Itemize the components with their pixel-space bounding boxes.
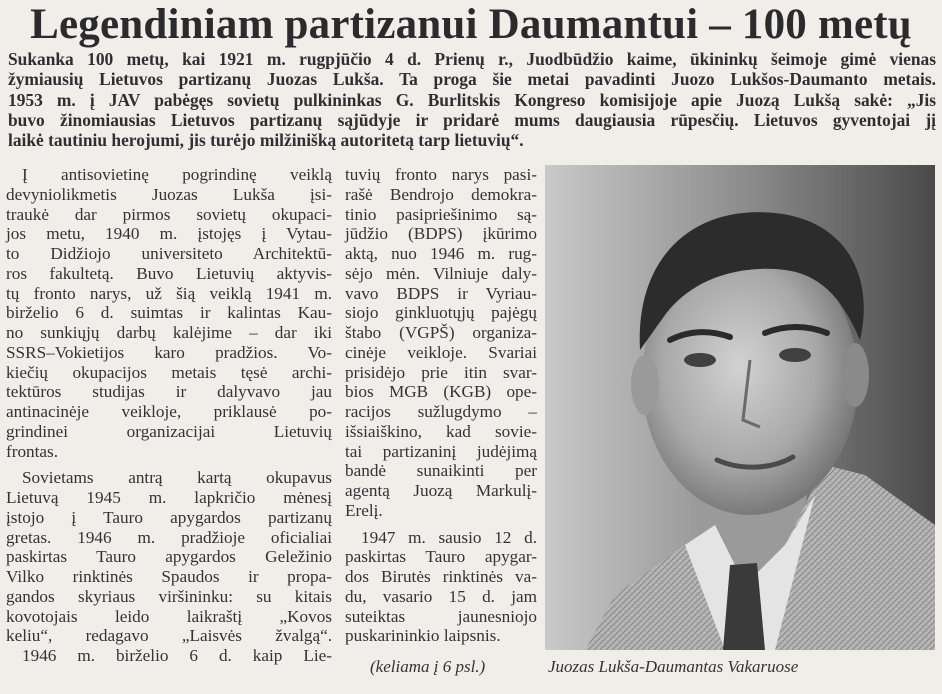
text-line: Erelį. [345,500,383,520]
text-line: racijos sužlugdymo – [345,402,537,421]
continued-note: (keliama į 6 psl.) [370,657,486,676]
text-line: dos Birutės rinktinės va- [345,567,537,586]
text-line: du, vasario 15 d. jam [345,586,537,606]
text-line: paskirtas Tauro apygardos Geležinio [6,547,332,567]
text-line: Lietuvą 1945 m. lapkričio mėnesį [6,488,332,507]
text-line: 1946 m. birželio 6 d. kaip Lie- [22,646,332,665]
text-line: aktą, nuo 1946 m. rug- [345,244,537,263]
text-line: prisidėjo prie itin svar- [345,362,537,382]
text-line: gandos skyriaus viršininku: su kitais [6,586,332,606]
text-line: įstojo į Tauro apygardos partizanų [6,507,332,527]
text-line: ros fakultetą. Buvo Lietuvių aktyvis- [6,263,332,283]
text-line: frontas. [6,441,59,461]
text-line: kiečių okupacijos metais tęsė archi- [6,362,332,382]
lead-line: žymiausių Lietuvos partizanų Juozas Lukša. Ta proga šie metai pavadinti Juozo Lukšos-Daumanto metais. [8,69,936,90]
lead-line: 1953 m. į JAV pabėgęs sovietų pulkininkas G. Burlitskis Kongreso komisijoje apie Juozą Lukšą sakė: „Jis [8,89,936,110]
text-line: Sovietams antrą kartą okupavus [22,468,332,488]
text-column-1 [6,165,332,666]
portrait-photo [545,165,935,650]
text-line: devyniolikmetis Juozas Lukša įsi- [6,184,332,204]
text-line: Į antisovietinę pogrindinę veiklą [22,165,332,184]
text-line: no sunkiųjų darbų kalėjime – dar iki [6,323,332,342]
photo-caption: Juozas Lukša-Daumantas Vakaruose [548,657,799,676]
text-line: grindinei organizacijai Lietuvių [6,421,332,441]
text-line: tuvių fronto narys pasi- [345,165,537,184]
lead-paragraph [8,49,936,150]
text-line: štabo (VGPŠ) organiza- [345,323,537,342]
text-line: siojo ginkluotųjų pajėgų [345,303,537,323]
text-line: to Didžiojo universiteto Architektū- [6,244,332,263]
text-line: bandė sunaikinti per [345,461,537,481]
headline: Legendiniam partizanui Daumantui – 100 metų [30,1,912,48]
lead-line: Sukanka 100 metų, kai 1921 m. rugpjūčio 4 d. Prienų r., Juodbūdžio kaime, ūkininkų šeimoje gimė vienas [8,49,936,69]
text-line: rašė Bendrojo demokra- [345,184,537,204]
text-line: puskarininkio laipsnis. [345,626,501,646]
text-line: tų fronto narys, už šią veiklą 1941 m. [6,283,332,303]
text-line: Vilko rinktinės Spaudos ir propa- [6,567,332,586]
text-line: jūdžio (BDPS) įkūrimo [345,224,537,244]
text-column-2 [345,165,537,646]
text-line: paskirtas Tauro apygar- [345,547,537,567]
text-line: tai partizaninį judėjimą [345,441,537,461]
lead-line: laikė tautiniu herojumi, jis turėjo milžinišką autoritetą tarp lietuvių“. [8,130,524,151]
text-line: keliu“, redagavo „Laisvės žvalgą“. [6,626,332,646]
text-line: išsiaiškino, kad sovie- [345,421,537,441]
text-line: cinėje veikloje. Svariai [345,342,537,362]
lead-line: buvo žinomiausias Lietuvos partizanų sąjūdyje ir pridarė mums daugiausia rūpesčių. Lietuvos gyventojai jį [8,109,936,130]
text-line: antinacinėje veikloje, priklausė po- [6,402,332,421]
text-line: vavo BDPS ir Vyriau- [345,283,537,303]
text-line: agentą Juozą Markulį- [345,481,537,500]
text-line: traukė dar pirmos sovietų okupaci- [6,204,332,224]
text-line: birželio 6 d. suimtas ir kalintas Kau- [6,303,332,323]
text-line: sėjo mėn. Vilniuje daly- [345,263,537,283]
text-line: 1947 m. sausio 12 d. [361,527,537,547]
text-line: SSRS–Vokietijos karo pradžios. Vo- [6,342,332,362]
text-line: jos metu, 1940 m. įstojęs į Vytau- [6,224,332,244]
text-line: tinio pasipriešinimo są- [345,204,537,224]
text-line: gretas. 1946 m. pradžioje oficialiai [6,527,332,547]
text-line: tektūros studijas ir dalyvavo jau [6,382,332,402]
text-line: suteiktas jaunesniojo [345,606,537,626]
text-line: kovotojais leido laikraštį „Kovos [6,606,332,626]
text-line: bios MGB (KGB) ope- [345,382,537,402]
